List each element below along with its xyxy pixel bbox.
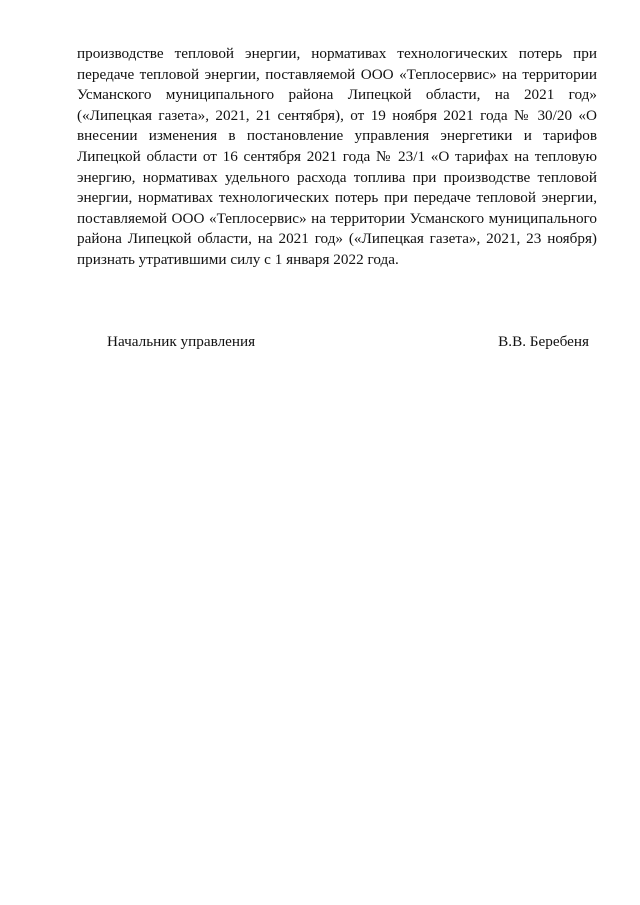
paragraph-line: района Липецкой области, на 2021 год» («Липецкая газета», 2021, 23 ноября): [77, 230, 597, 248]
paragraph-line: («Липецкая газета», 2021, 21 сентября), от 19 ноября 2021 года № 30/20 «О: [77, 106, 597, 124]
paragraph-line: энергии, нормативах технологических потерь при передаче тепловой энергии,: [77, 189, 597, 207]
paragraph-line: энергию, нормативах удельного расхода топлива при производстве тепловой: [77, 168, 597, 186]
paragraph-line: признать утратившими силу с 1 января 2022 года.: [77, 250, 399, 268]
paragraph-line: внесении изменения в постановление управления энергетики и тарифов: [77, 127, 597, 145]
document-paragraph: [77, 44, 597, 271]
signer-name: В.В. Беребеня: [498, 333, 589, 350]
signer-position: Начальник управления: [107, 333, 256, 350]
paragraph-line: производстве тепловой энергии, нормативах технологических потерь при: [77, 45, 597, 62]
paragraph-line: Липецкой области от 16 сентября 2021 года № 23/1 «О тарифах на тепловую: [77, 147, 597, 165]
paragraph-line: передаче тепловой энергии, поставляемой ООО «Теплосервис» на территории: [77, 65, 597, 83]
signature-block: [107, 332, 589, 354]
paragraph-line: Усманского муниципального района Липецкой области, на 2021 год»: [77, 86, 597, 104]
paragraph-line: поставляемой ООО «Теплосервис» на территории Усманского муниципального: [77, 209, 597, 227]
